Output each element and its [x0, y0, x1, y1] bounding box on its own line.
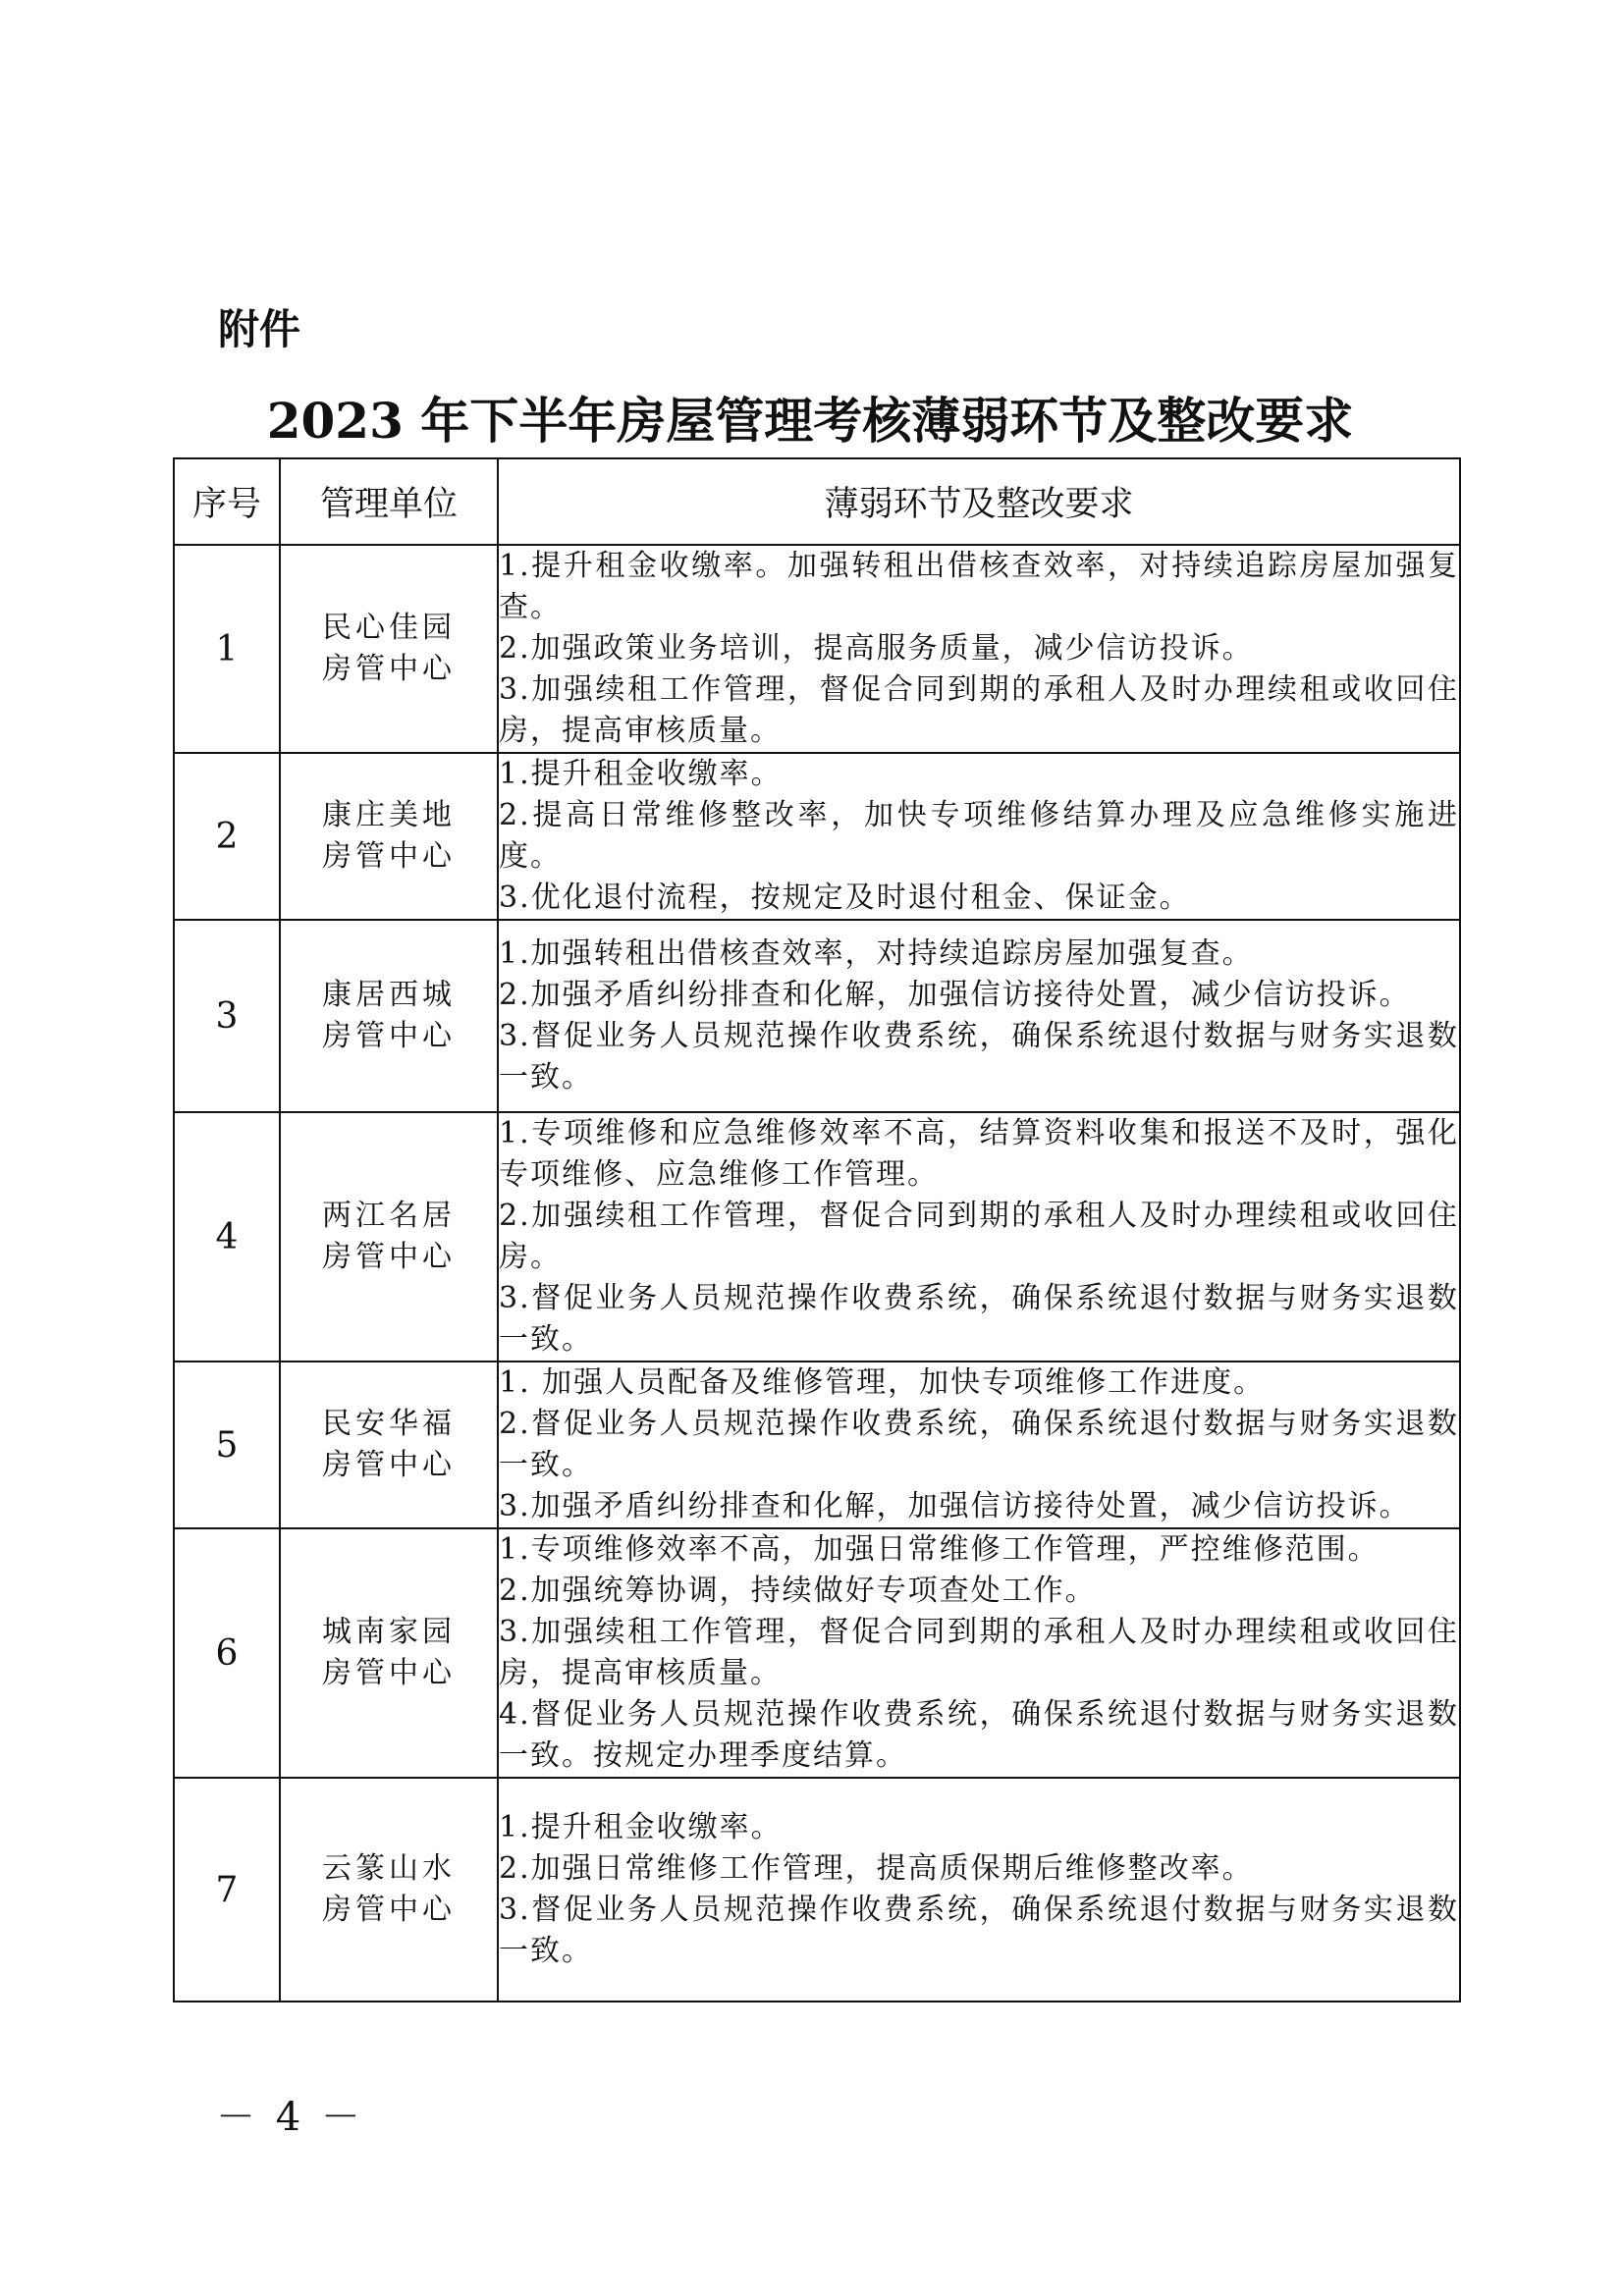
row-requirements	[498, 1362, 1460, 1528]
requirement-item: 2.加强矛盾纠纷排查和化解，加强信访接待处置，减少信访投诉。	[499, 978, 1411, 1012]
table-row	[174, 1778, 1460, 2002]
row-seq: 6	[174, 1528, 280, 1778]
unit-line: 两江名居	[322, 1199, 456, 1233]
row-seq: 5	[174, 1362, 280, 1528]
row-requirements	[498, 1112, 1460, 1362]
requirement-item: 2.加强政策业务培训，提高服务质量，减少信访投诉。	[499, 631, 1254, 666]
row-requirements	[498, 1778, 1460, 2002]
requirement-item: 3.督促业务人员规范操作收费系统，确保系统退付数据与财务实退数一致。	[499, 1019, 1459, 1095]
unit-line: 民安华福	[322, 1407, 456, 1441]
row-unit	[280, 1778, 498, 2002]
requirement-item: 3.加强续租工作管理，督促合同到期的承租人及时办理续租或收回住房，提高审核质量。	[499, 672, 1459, 748]
unit-line: 云篆山水	[322, 1851, 456, 1886]
row-seq: 2	[174, 753, 280, 920]
table-row	[174, 545, 1460, 753]
row-seq: 4	[174, 1112, 280, 1362]
row-requirements	[498, 1528, 1460, 1778]
row-unit	[280, 920, 498, 1112]
table-row	[174, 1112, 1460, 1362]
row-unit	[280, 1112, 498, 1362]
header-requirements: 薄弱环节及整改要求	[498, 458, 1460, 545]
unit-line: 房管中心	[322, 839, 456, 874]
unit-line: 城南家园	[322, 1615, 456, 1649]
requirement-item: 3.优化退付流程，按规定及时退付租金、保证金。	[499, 881, 1191, 915]
header-seq: 序号	[174, 458, 280, 545]
row-seq: 3	[174, 920, 280, 1112]
table-row	[174, 920, 1460, 1112]
requirement-item: 3.加强矛盾纠纷排查和化解，加强信访接待处置，减少信访投诉。	[499, 1489, 1411, 1523]
row-seq: 1	[174, 545, 280, 753]
row-requirements	[498, 753, 1460, 920]
unit-line: 房管中心	[322, 1656, 456, 1690]
row-requirements	[498, 920, 1460, 1112]
row-unit	[280, 753, 498, 920]
requirement-item: 1.加强转租出借核查效率，对持续追踪房屋加强复查。	[499, 936, 1254, 971]
requirement-item: 2.加强续租工作管理，督促合同到期的承租人及时办理续租或收回住房。	[499, 1199, 1459, 1274]
row-seq: 7	[174, 1778, 280, 2002]
table-row	[174, 753, 1460, 920]
requirement-item: 1.提升租金收缴率。	[499, 757, 783, 791]
requirement-item: 4.督促业务人员规范操作收费系统，确保系统退付数据与财务实退数一致。按规定办理季度结算。	[499, 1697, 1459, 1773]
unit-line: 康居西城	[322, 978, 456, 1012]
unit-line: 房管中心	[322, 1019, 456, 1053]
requirement-item: 2.加强日常维修工作管理，提高质保期后维修整改率。	[499, 1851, 1254, 1886]
row-unit	[280, 1362, 498, 1528]
unit-line: 房管中心	[322, 1240, 456, 1274]
requirement-item: 1. 加强人员配备及维修管理，加快专项维修工作进度。	[499, 1365, 1266, 1400]
requirement-item: 1.提升租金收缴率。	[499, 1810, 783, 1844]
unit-line: 房管中心	[322, 652, 456, 686]
requirement-item: 1.提升租金收缴率。加强转租出借核查效率，对持续追踪房屋加强复查。	[499, 549, 1459, 624]
unit-line: 民心佳园	[322, 611, 456, 645]
requirement-item: 2.督促业务人员规范操作收费系统，确保系统退付数据与财务实退数一致。	[499, 1407, 1459, 1482]
requirement-item: 3.加强续租工作管理，督促合同到期的承租人及时办理续租或收回住房，提高审核质量。	[499, 1615, 1459, 1690]
requirement-item: 1.专项维修效率不高，加强日常维修工作管理，严控维修范围。	[499, 1532, 1380, 1567]
header-unit: 管理单位	[280, 458, 498, 545]
unit-line: 房管中心	[322, 1893, 456, 1927]
row-requirements	[498, 545, 1460, 753]
table-row	[174, 1362, 1460, 1528]
requirement-item: 2.加强统筹协调，持续做好专项查处工作。	[499, 1574, 1097, 1608]
requirement-item: 2.提高日常维修整改率，加快专项维修结算办理及应急维修实施进度。	[499, 798, 1459, 874]
assessment-table	[173, 457, 1461, 2002]
page-number: － 4 －	[216, 2095, 364, 2140]
row-unit	[280, 1528, 498, 1778]
attachment-label: 附件	[218, 305, 301, 353]
table-row	[174, 1528, 1460, 1778]
requirement-item: 3.督促业务人员规范操作收费系统，确保系统退付数据与财务实退数一致。	[499, 1281, 1459, 1357]
unit-line: 房管中心	[322, 1448, 456, 1482]
requirement-item: 3.督促业务人员规范操作收费系统，确保系统退付数据与财务实退数一致。	[499, 1893, 1459, 1968]
unit-line: 康庄美地	[322, 798, 456, 832]
requirement-item: 1.专项维修和应急维修效率不高，结算资料收集和报送不及时，强化专项维修、应急维修工作管理。	[499, 1116, 1459, 1192]
table-body	[174, 545, 1460, 2002]
document-title: 2023 年下半年房屋管理考核薄弱环节及整改要求	[266, 392, 1354, 450]
row-unit	[280, 545, 498, 753]
table-header-row	[174, 458, 1460, 545]
